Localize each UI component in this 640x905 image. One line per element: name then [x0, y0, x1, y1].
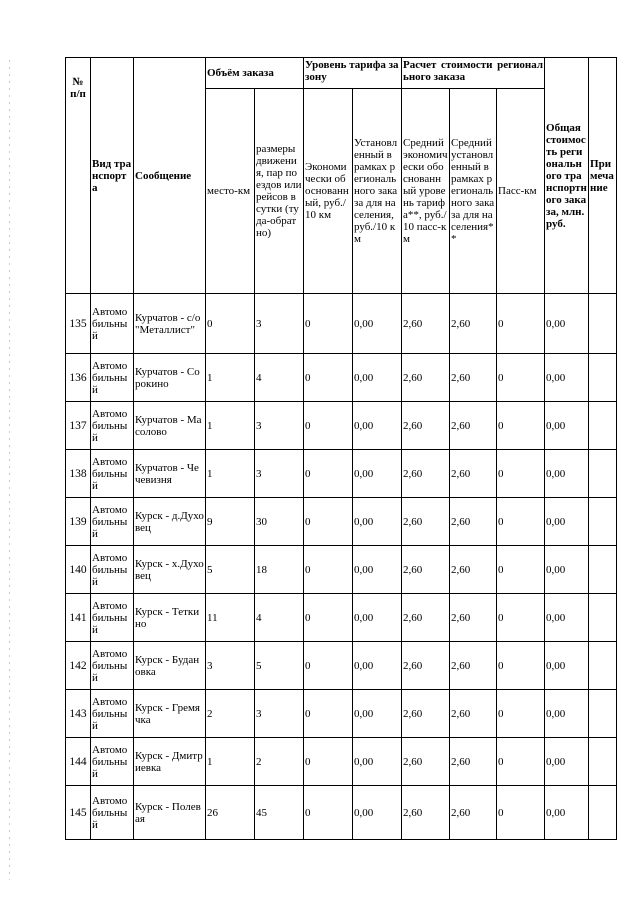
cell-pass-km: 0 — [497, 786, 545, 840]
cell-route: Курчатов - Масолово — [134, 402, 206, 450]
cell-avg-economic: 2,60 — [402, 594, 450, 642]
cell-traffic: 3 — [255, 690, 304, 738]
table-row — [66, 294, 617, 354]
header-route: Сообщение — [134, 58, 206, 294]
cell-set: 0,00 — [353, 294, 402, 354]
cell-avg-economic: 2,60 — [402, 402, 450, 450]
header-seat-km: место-км — [206, 89, 255, 294]
cell-economic: 0 — [304, 594, 353, 642]
cell-set: 0,00 — [353, 498, 402, 546]
cell-traffic: 18 — [255, 546, 304, 594]
cell-economic: 0 — [304, 690, 353, 738]
cell-route: Курск - д.Духовец — [134, 498, 206, 546]
cell-seat-km: 1 — [206, 738, 255, 786]
cell-avg-economic: 2,60 — [402, 294, 450, 354]
header-num: № п/п — [66, 58, 91, 294]
cell-economic: 0 — [304, 642, 353, 690]
cell-seat-km: 3 — [206, 642, 255, 690]
cell-total: 0,00 — [545, 450, 589, 498]
cell-num: 142 — [66, 642, 91, 690]
cell-num: 136 — [66, 354, 91, 402]
cell-route: Курск - Дмитриевка — [134, 738, 206, 786]
cell-route: Курск - Будановка — [134, 642, 206, 690]
cell-transport: Автомобильный — [91, 546, 134, 594]
cell-pass-km: 0 — [497, 642, 545, 690]
header-economic-tariff: Экономически обоснованный, руб./10 км — [304, 89, 353, 294]
cell-economic: 0 — [304, 786, 353, 840]
cell-avg-economic: 2,60 — [402, 450, 450, 498]
cell-notes — [589, 594, 617, 642]
cell-route: Курчатов - с/о "Металлист" — [134, 294, 206, 354]
header-total: Общая стоимость регионального транспортного заказа, млн. руб. — [545, 58, 589, 294]
cell-avg-set: 2,60 — [450, 450, 497, 498]
cell-pass-km: 0 — [497, 738, 545, 786]
cell-seat-km: 1 — [206, 354, 255, 402]
cell-pass-km: 0 — [497, 690, 545, 738]
header-traffic-size: размеры движения, пар поездов или рейсов в сутки (туда-обратно) — [255, 89, 304, 294]
cell-traffic: 45 — [255, 786, 304, 840]
cell-route: Курск - Гремячка — [134, 690, 206, 738]
cell-transport: Автомобильный — [91, 402, 134, 450]
header-tariff-level: Уровень тарифа за зону — [304, 58, 402, 89]
cell-transport: Автомобильный — [91, 690, 134, 738]
cell-avg-set: 2,60 — [450, 402, 497, 450]
header-transport: Вид транспорта — [91, 58, 134, 294]
scan-edge-line — [9, 60, 10, 880]
cell-set: 0,00 — [353, 354, 402, 402]
table-row — [66, 450, 617, 498]
cell-seat-km: 2 — [206, 690, 255, 738]
cell-avg-set: 2,60 — [450, 786, 497, 840]
cell-total: 0,00 — [545, 546, 589, 594]
cell-route: Курчатов - Сорокино — [134, 354, 206, 402]
cell-traffic: 5 — [255, 642, 304, 690]
cell-pass-km: 0 — [497, 450, 545, 498]
cell-num: 137 — [66, 402, 91, 450]
cell-avg-set: 2,60 — [450, 354, 497, 402]
cell-total: 0,00 — [545, 402, 589, 450]
cell-seat-km: 1 — [206, 450, 255, 498]
cell-total: 0,00 — [545, 498, 589, 546]
cell-total: 0,00 — [545, 642, 589, 690]
cell-notes — [589, 294, 617, 354]
table-row — [66, 594, 617, 642]
cell-avg-set: 2,60 — [450, 546, 497, 594]
cell-traffic: 30 — [255, 498, 304, 546]
table-row — [66, 546, 617, 594]
cell-set: 0,00 — [353, 594, 402, 642]
cell-notes — [589, 450, 617, 498]
cell-economic: 0 — [304, 354, 353, 402]
cell-traffic: 4 — [255, 594, 304, 642]
cell-avg-set: 2,60 — [450, 294, 497, 354]
cell-seat-km: 1 — [206, 402, 255, 450]
cell-avg-set: 2,60 — [450, 738, 497, 786]
cell-avg-set: 2,60 — [450, 594, 497, 642]
cell-total: 0,00 — [545, 354, 589, 402]
cell-transport: Автомобильный — [91, 498, 134, 546]
cell-pass-km: 0 — [497, 594, 545, 642]
cell-avg-economic: 2,60 — [402, 642, 450, 690]
cell-set: 0,00 — [353, 642, 402, 690]
cell-traffic: 3 — [255, 294, 304, 354]
header-avg-set: Средний установленный в рамках регионального заказа для населения** — [450, 89, 497, 294]
cell-seat-km: 5 — [206, 546, 255, 594]
cell-avg-economic: 2,60 — [402, 786, 450, 840]
cell-seat-km: 26 — [206, 786, 255, 840]
cell-transport: Автомобильный — [91, 642, 134, 690]
cell-traffic: 2 — [255, 738, 304, 786]
cell-num: 145 — [66, 786, 91, 840]
cell-seat-km: 9 — [206, 498, 255, 546]
cell-transport: Автомобильный — [91, 738, 134, 786]
cell-total: 0,00 — [545, 786, 589, 840]
cell-route: Курск - х.Духовец — [134, 546, 206, 594]
cell-set: 0,00 — [353, 738, 402, 786]
cell-set: 0,00 — [353, 546, 402, 594]
cell-seat-km: 0 — [206, 294, 255, 354]
cell-avg-set: 2,60 — [450, 498, 497, 546]
cell-pass-km: 0 — [497, 498, 545, 546]
table-row — [66, 354, 617, 402]
header-avg-economic: Средний экономически обоснованный уровень тарифа**, руб./10 пасс-км — [402, 89, 450, 294]
cell-avg-economic: 2,60 — [402, 738, 450, 786]
cell-set: 0,00 — [353, 786, 402, 840]
cell-pass-km: 0 — [497, 402, 545, 450]
table-row — [66, 690, 617, 738]
cell-notes — [589, 738, 617, 786]
cell-notes — [589, 546, 617, 594]
cell-transport: Автомобильный — [91, 594, 134, 642]
cell-total: 0,00 — [545, 738, 589, 786]
cell-avg-economic: 2,60 — [402, 498, 450, 546]
cell-economic: 0 — [304, 450, 353, 498]
cell-notes — [589, 402, 617, 450]
cell-total: 0,00 — [545, 294, 589, 354]
cell-economic: 0 — [304, 738, 353, 786]
header-row-1 — [66, 58, 617, 89]
cell-set: 0,00 — [353, 450, 402, 498]
cell-traffic: 4 — [255, 354, 304, 402]
header-volume: Объём заказа — [206, 58, 304, 89]
cell-avg-economic: 2,60 — [402, 546, 450, 594]
header-calc: Расчет стоимости регионального заказа — [402, 58, 545, 89]
cell-economic: 0 — [304, 498, 353, 546]
table-row — [66, 642, 617, 690]
cell-notes — [589, 690, 617, 738]
cell-num: 140 — [66, 546, 91, 594]
cell-num: 141 — [66, 594, 91, 642]
cell-total: 0,00 — [545, 690, 589, 738]
tariff-table — [65, 57, 617, 840]
cell-economic: 0 — [304, 546, 353, 594]
header-notes: Примечание — [589, 58, 617, 294]
cell-transport: Автомобильный — [91, 786, 134, 840]
table-row — [66, 786, 617, 840]
cell-transport: Автомобильный — [91, 354, 134, 402]
table-row — [66, 402, 617, 450]
cell-num: 138 — [66, 450, 91, 498]
cell-avg-economic: 2,60 — [402, 354, 450, 402]
cell-transport: Автомобильный — [91, 450, 134, 498]
cell-notes — [589, 354, 617, 402]
cell-notes — [589, 642, 617, 690]
cell-notes — [589, 786, 617, 840]
cell-num: 143 — [66, 690, 91, 738]
cell-pass-km: 0 — [497, 354, 545, 402]
cell-traffic: 3 — [255, 402, 304, 450]
header-pass-km: Пасс-км — [497, 89, 545, 294]
cell-transport: Автомобильный — [91, 294, 134, 354]
cell-pass-km: 0 — [497, 546, 545, 594]
cell-avg-set: 2,60 — [450, 690, 497, 738]
header-set-tariff: Установленный в рамках регионального заказа для населения, руб./10 км — [353, 89, 402, 294]
cell-total: 0,00 — [545, 594, 589, 642]
cell-economic: 0 — [304, 402, 353, 450]
cell-set: 0,00 — [353, 402, 402, 450]
cell-route: Курчатов - Чечевизня — [134, 450, 206, 498]
cell-economic: 0 — [304, 294, 353, 354]
cell-set: 0,00 — [353, 690, 402, 738]
cell-route: Курск - Теткино — [134, 594, 206, 642]
cell-notes — [589, 498, 617, 546]
cell-num: 139 — [66, 498, 91, 546]
cell-traffic: 3 — [255, 450, 304, 498]
cell-avg-economic: 2,60 — [402, 690, 450, 738]
cell-route: Курск - Полевая — [134, 786, 206, 840]
cell-num: 135 — [66, 294, 91, 354]
cell-seat-km: 11 — [206, 594, 255, 642]
cell-avg-set: 2,60 — [450, 642, 497, 690]
table-row — [66, 498, 617, 546]
cell-num: 144 — [66, 738, 91, 786]
table-row — [66, 738, 617, 786]
cell-pass-km: 0 — [497, 294, 545, 354]
